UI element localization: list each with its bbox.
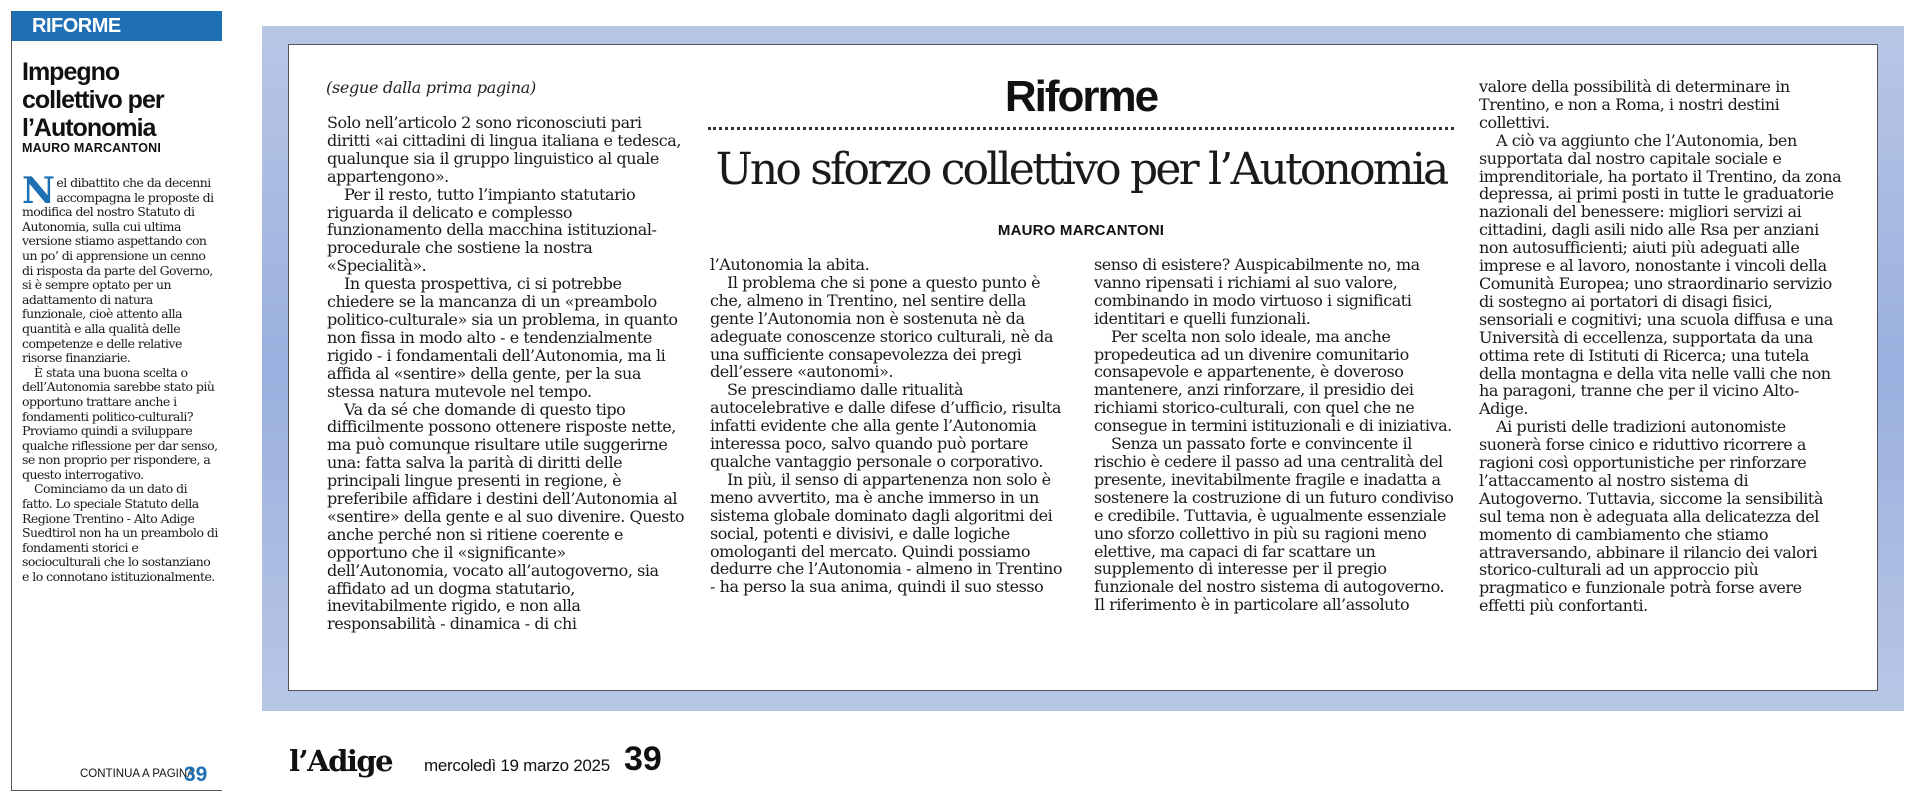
- article-paragraph: Senza un passato forte e convincente il rischio è cedere il passo ad una centralità del presente, inevitabilmente fragile e inadatta a sostenere la costruzione di un futuro condiviso e credibile. Tuttavia, è ugualmente essenziale uno sforzo collettivo in più su ragioni meno elettive, ma capaci di far scattare un supplemento di interesse per il pregio funzionale del nostro sistema di autogoverno. Il riferimento è in particolare all’assoluto: [1094, 434, 1454, 615]
- article-paragraph: Ai puristi delle tradizioni autonomiste suonerà forse cinico e riduttivo ricorrere a ragioni così opportunistiche per rinforzare l’attaccamento al nostro sistema di Autogoverno. Tuttavia, siccome la sensibilità sul tema non è adeguata alla delicatezza del momento di cambiamento che stiamo attraversando, abbinare il rilancio dei valori storico-culturali ad un approccio più pragmatico e funzionale potrà forse avere effetti più confortanti.: [1479, 417, 1824, 616]
- continued-from-note: (segue dalla prima pagina): [326, 78, 536, 97]
- section-title: Riforme: [1004, 72, 1158, 121]
- article-byline: MAURO MARCANTONI: [997, 222, 1165, 239]
- teaser-body: [22, 170, 218, 585]
- article-column-4: [1479, 78, 1843, 615]
- article-paragraph: In più, il senso di appartenenza non solo è meno avvertito, ma è anche immerso in un sistema globale dominato dagli algoritmi dei social, potenti e divisivi, e dalle logiche omologanti del mercato. Quindi possiamo dedurre che l’Autonomia - almeno in Trentino - ha perso la sua anima, quindi il suo stesso: [710, 469, 1063, 597]
- article-paragraph: In questa prospettiva, ci si potrebbe chiedere se la mancanza di un «preambolo politico-culturale» sia un problema, in quanto non fissa in modo alto - e tendenzialmente rigido - i fondamentali dell’Autonomia, ma li affida al «sentire» della gente, per la sua stessa natura mutevole nel tempo.: [327, 274, 678, 401]
- page-number: 39: [624, 740, 662, 778]
- teaser-title: Impegno collettivo per l’Autonomia: [22, 58, 164, 142]
- issue-date: mercoledì 19 marzo 2025: [424, 756, 610, 775]
- article-paragraph: Se prescindiamo dalle ritualità autocelebrative e dalle difese d’ufficio, risulta infatti evidente che alla gente l’Autonomia interessa poco, salvo quando può portare qualche vantaggio personale o corporativo.: [710, 380, 1061, 471]
- continue-on-page-label: CONTINUA A PAGINA: [80, 768, 195, 780]
- article-paragraph: Solo nell’articolo 2 sono riconosciuti pari diritti «ai cittadini di lingua italiana e tedesca, qualunque sia il gruppo linguistico al quale appartengono».: [327, 113, 682, 186]
- article-paragraph: Per il resto, tutto l’impianto statutario riguarda il delicato e complesso funzionamento della macchina istituzional-procedurale che sostiene la nostra «Specialità».: [327, 184, 657, 276]
- teaser-author: MAURO MARCANTONI: [22, 141, 162, 155]
- article-paragraph: valore della possibilità di determinare in Trentino, e non a Roma, i nostri destini collettivi.: [1479, 77, 1790, 132]
- article-column-2: [710, 256, 1068, 596]
- article-column-1: [327, 114, 685, 633]
- article-column-3: [1094, 256, 1454, 614]
- newspaper-logo: l’Adige: [289, 744, 393, 778]
- teaser-paragraph: Cominciamo da un dato di fatto. Lo speciale Statuto della Regione Trentino - Alto Adige Suedtirol non ha un preambolo di fondamenti storici e socioculturali che lo sostanziano e lo connotano istituzionalmente.: [22, 481, 218, 585]
- article-headline: Uno sforzo collettivo per l’Autonomia: [715, 144, 1447, 195]
- article-paragraph: Va da sé che domande di questo tipo difficilmente possono ottenere risposte nette, ma può comunque risultare utile suggerirne una: fatta salva la parità di diritti delle principali lingue presenti in regione, è preferibile affidare i destini dell’Autonomia al «sentire» della gente e al suo divenire. Questo anche perché non si ritiene coerente e opportuno che il «significante» dell’Autonomia, vocato all’autogoverno, sia affidato ad un dogma statutario, inevitabilmente rigido, e non alla responsabilità - dinamica - di chi: [327, 399, 685, 634]
- article-paragraph: Per scelta non solo ideale, ma anche propedeutica ad un divenire comunitario consapevole e appartenente, è doveroso mantenere, anzi rinforzare, il presidio dei richiami storico-culturali, con quel che ne consegue in termini istituzionali e di iniziativa.: [1094, 326, 1452, 436]
- dotted-divider: [708, 127, 1454, 130]
- section-kicker: RIFORME: [12, 11, 222, 41]
- article-paragraph: senso di esistere? Auspicabilmente no, ma vanno ripensati i richiami al suo valore, combinando in modo virtuoso i significati identitari e quelli funzionali.: [1094, 255, 1420, 328]
- article-paragraph: Il problema che si pone a questo punto è che, almeno in Trentino, nel sentire della gente l’Autonomia non è sostenuta nè da adeguate conoscenze storico culturali, nè da una sufficiente consapevolezza dei pregi dell’essere «autonomi».: [710, 272, 1054, 382]
- teaser-paragraph: Nel dibattito che da decenni accompagna le proposte di modifica del nostro Statuto di Autonomia, sulla cui ultima versione stiamo aspettando con un po’ di apprensione un cenno di risposta da parte del Governo, si è sempre optato per un adattamento di natura funzionale, cioè attento alla quantità e alla qualità delle competenze e delle relative risorse finanziarie.: [22, 170, 214, 366]
- article-paragraph: A ciò va aggiunto che l’Autonomia, ben supportata dal nostro capitale sociale e imprenditoriale, ha portato il Trentino, da zona depressa, ai primi posti in tutte le graduatorie nazionali del benessere: migliori servizi ai cittadini, dagli asili nido alle Rsa per anziani non autosufficienti; aiuti più adeguati alle imprese e al lavoro, nonostante i vincoli della Comunità Europea; uno straordinario servizio di sostegno ai portatori di disagi fisici, sensoriali e cognitivi; una scuola diffusa e una Università di eccellenza, supportata da una ottima rete di Istituti di Ricerca; una tutela della montagna e della vita nelle valli che non ha paragoni, tranne che per il vicino Alto-Adige.: [1479, 130, 1842, 419]
- teaser-paragraph: È stata una buona scelta o dell’Autonomia sarebbe stato più opportuno trattare anche i fondamenti politico-culturali? Proviamo quindi a sviluppare qualche riflessione per dar senso, se non proprio per rispondere, a questo interrogativo.: [22, 364, 218, 482]
- article-paragraph: l’Autonomia la abita.: [710, 255, 870, 274]
- continue-page-number[interactable]: 39: [184, 763, 208, 786]
- drop-cap: N: [22, 170, 55, 212]
